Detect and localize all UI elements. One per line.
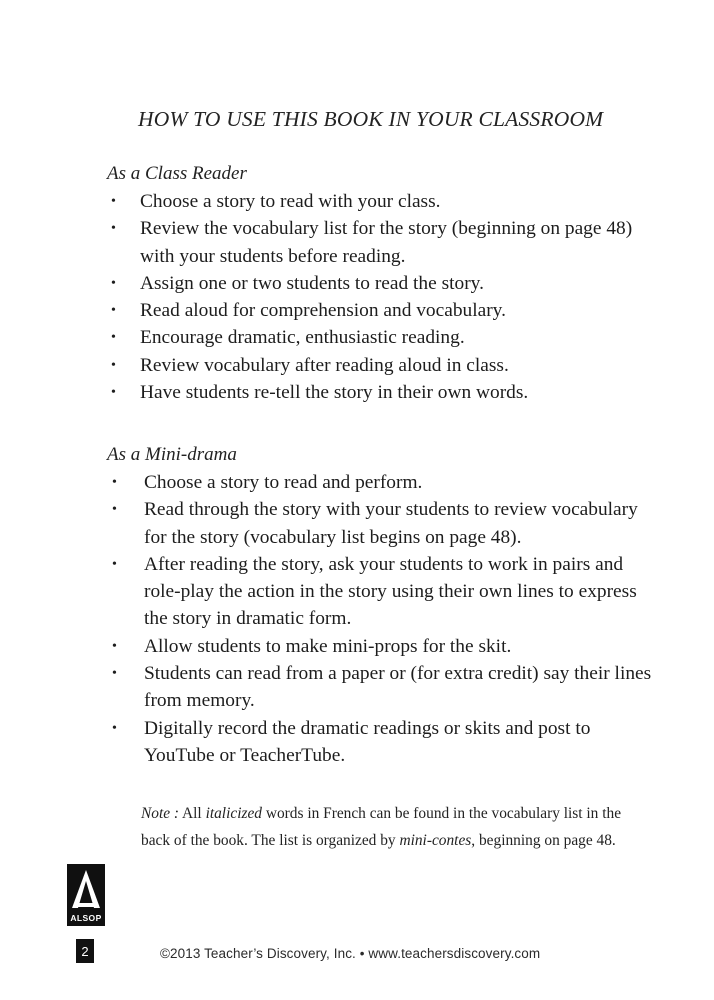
list-item-text: Digitally record the dramatic readings or skits and post to YouTube or TeacherTube.: [144, 717, 591, 766]
bullet-icon: •: [112, 720, 117, 736]
list-item: [107, 215, 652, 270]
note-text-2: words in French can be found in the vocabulary list in the back of the book. The list is organized by: [141, 805, 622, 849]
list-item: [107, 352, 652, 379]
list-item-text: Students can read from a paper or (for extra credit) say their lines from memory.: [144, 663, 652, 712]
section-as-a-class-reader: [107, 160, 652, 406]
list-item-text: Read through the story with your students to review vocabulary for the story (vocabulary list begins on page 48).: [144, 499, 638, 548]
list-item-text: Review the vocabulary list for the story (beginning on page 48) with your students before reading.: [140, 218, 633, 267]
bullet-icon: •: [111, 194, 116, 209]
list-item: [107, 633, 652, 660]
bullet-icon: •: [111, 275, 116, 291]
section-heading: As a Mini-drama: [107, 444, 237, 465]
list-item: [107, 551, 652, 633]
bullet-icon: •: [112, 638, 117, 654]
bullet-icon: •: [112, 502, 117, 518]
list-item-text: Choose a story to read and perform.: [144, 472, 423, 493]
bullet-icon: •: [111, 357, 116, 373]
note-emphasis-2: mini-contes: [399, 831, 472, 849]
note-paragraph: [141, 801, 641, 854]
list-item: [107, 469, 652, 496]
bullet-icon: •: [111, 330, 116, 346]
list-item-text: Have students re-tell the story in their own words.: [140, 382, 529, 404]
bullet-icon: •: [112, 666, 117, 682]
list-item: [107, 379, 652, 406]
note-label: Note :: [141, 805, 180, 822]
list-item: [107, 270, 652, 297]
list-item: [107, 324, 652, 351]
list-item-text: Choose a story to read with your class.: [140, 191, 441, 212]
note-text-3: , beginning on page 48.: [471, 831, 616, 849]
list-item-text: Read aloud for comprehension and vocabulary.: [140, 300, 506, 322]
bullet-icon: •: [112, 556, 117, 572]
list-item-text: After reading the story, ask your students to work in pairs and role-play the action in the story using their own lines to express the story in dramatic form.: [144, 553, 637, 630]
bullet-icon: •: [111, 303, 116, 319]
list-item-text: Encourage dramatic, enthusiastic reading.: [140, 327, 465, 349]
list-item-text: Assign one or two students to read the story.: [140, 272, 484, 294]
list-item-text: Review vocabulary after reading aloud in class.: [140, 354, 509, 376]
section-as-a-mini-drama: [107, 441, 652, 769]
list-item: [107, 715, 652, 770]
list-item-text: Allow students to make mini-props for the skit.: [144, 635, 512, 657]
bullet-list-mini-drama: [107, 469, 652, 769]
list-item: [107, 297, 652, 324]
alsop-wordmark: ALSOP: [70, 913, 102, 923]
bullet-icon: •: [112, 475, 117, 490]
note-text-1: All: [179, 805, 206, 822]
letter-a-crossbar-icon: [78, 903, 95, 907]
list-item: [107, 188, 652, 215]
bullet-list-class-reader: [107, 188, 652, 406]
bullet-icon: •: [111, 221, 116, 237]
alsop-logo: [67, 864, 105, 926]
list-item: [107, 496, 652, 551]
copyright-notice: ©2013 Teacher’s Discovery, Inc. • www.teachersdiscovery.com: [160, 946, 541, 961]
bullet-icon: •: [111, 385, 116, 401]
page-number: 2: [76, 939, 94, 963]
list-item: [107, 660, 652, 715]
note-emphasis-1: italicized: [205, 805, 262, 822]
page-title: HOW TO USE THIS BOOK IN YOUR CLASSROOM: [138, 107, 604, 131]
section-heading: As a Class Reader: [107, 163, 247, 184]
